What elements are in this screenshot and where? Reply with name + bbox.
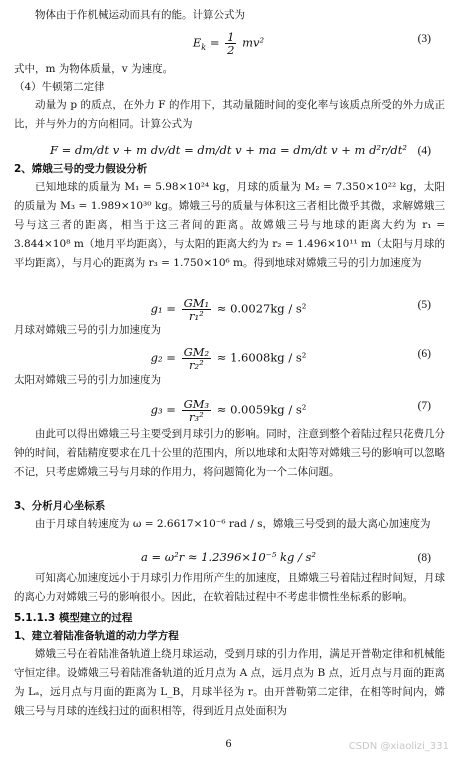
- paragraph: 已知地球的质量为 M₁ = 5.98×10²⁴ kg，月球的质量为 M₂ = 7.350×10²² kg，太阳的质量为 M₃ = 1.989×10³⁰ kg。嫦娥三号的质量与体积这三者相比微乎其微，求解嫦娥三号与这三者的距离，相当于这三者间的距离。故嫦娥三号与地球的距离大约为 r₁ = 3.844×10⁸ m（地月平均距离），与太阳的距离大约为 r₂ = 1.496×10¹¹ m（太阳与月球的平均距离），与月心的距离为 r₃ = 1.750×10⁶ m。得到地球对嫦娥三号的引力加速度为: [14, 181, 445, 269]
- eq6-fraction: $\frac{\text{GM₂}}{\text{r₂²}}$: [183, 345, 210, 372]
- section-heading: 2、嫦娥三号的受力假设分析: [14, 163, 148, 175]
- eq7-fraction: $\frac{\text{GM₃}}{\text{r₃²}}$: [183, 397, 210, 424]
- text-line: 月球对嫦娥三号的引力加速度为: [14, 324, 161, 336]
- text-line: 物体由于作机械运动而具有的能。计算公式为: [35, 9, 245, 21]
- equation-number: (8): [417, 552, 431, 564]
- page-number: 6: [225, 739, 232, 750]
- text-line: 太阳对嫦娥三号的引力加速度为: [14, 374, 161, 386]
- list-item-heading: （4）牛顿第二定律: [14, 81, 105, 93]
- paragraph: 由此可以得出嫦娥三号主要受到月球引力的影响。同时，注意到整个着陆过程只花费几分钟的时间，着陆精度要求在几十公里的范围内，所以地球和太阳等对嫦娥三号的影响可以忽略不记，只考虑嫦娥三号与月球的作用力，将问题简化为一个二体问题。: [14, 428, 445, 478]
- equation-3: [0, 24, 457, 58]
- equation-number: (5): [417, 299, 431, 311]
- watermark: CSDN @xiaolizi_331: [348, 741, 449, 752]
- paragraph: 由于月球自转速度为 ω = 2.6617×10⁻⁶ rad / s，嫦娥三号受到的最大离心加速度为: [35, 518, 431, 530]
- equation-number: (4): [417, 145, 431, 157]
- equation-5: g₁ = $\frac{\text{GM₁}}{\text{r₁²}}$ ≈ 0.0027kg / s² (5): [150, 296, 431, 323]
- equation-7: g₃ = $\frac{\text{GM₃}}{\text{r₃²}}$ ≈ 0.0059kg / s² (7): [150, 397, 431, 424]
- section-heading: 3、分析月心坐标系: [14, 500, 106, 512]
- eq3-fraction: $\frac{1}{2}$: [227, 30, 235, 57]
- section-heading: 1、建立着陆准备轨道的动力学方程: [14, 630, 179, 642]
- equation-number: (3): [417, 33, 431, 45]
- paragraph: 可知离心加速度远小于月球引力作用所产生的加速度，且嫦娥三号着陆过程时间短，月球的离心力对嫦娥三号的影响很小。因此，在软着陆过程中不考虑非惯性坐标系的影响。: [14, 572, 445, 603]
- text-line: 式中，m 为物体质量，v 为速度。: [14, 63, 174, 75]
- subsection-heading: 5.1.1.3 模型建立的过程: [14, 612, 133, 624]
- eq8-body: a = ω²r ≈ 1.2396×10⁻⁵ kg / s²: [140, 550, 317, 564]
- equation-6: g₂ = $\frac{\text{GM₂}}{\text{r₂²}}$ ≈ 1.6008kg / s² (6): [150, 345, 431, 372]
- eq5-fraction: $\frac{\text{GM₁}}{\text{r₁²}}$: [183, 296, 210, 323]
- equation-number: (6): [417, 348, 431, 360]
- eq4-body: F = dm/dt v + m dv/dt = dm/dt v + ma = dm/dt v + m d²r/dt²: [49, 143, 408, 157]
- paragraph: 动量为 p 的质点，在外力 F 的作用下，其动量随时间的变化率与该质点所受的外力成正比，并与外力的方向相同。计算公式为: [14, 99, 445, 130]
- eq3-sub: k: [201, 42, 207, 52]
- eq3-rhs: mv²: [242, 35, 265, 50]
- equation-number: (7): [417, 400, 431, 412]
- eq3-lhs: E: [192, 35, 202, 50]
- eq3-equals: =: [209, 35, 220, 50]
- paragraph: 嫦娥三号在着陆准备轨道上绕月球运动，受到月球的引力作用，满足开普勒定律和机械能守恒定律。设嫦娥三号着陆准备轨道的近月点为 A 点，远月点为 B 点，近月点与月面的距离为 Lₐ，远月点与月面的距离为 L_B，月球半径为 r。由开普勒第二定律，在相等时间内，嫦娥三号与月球的连线扫过的面积相等，得到近月点处面积为: [14, 648, 445, 717]
